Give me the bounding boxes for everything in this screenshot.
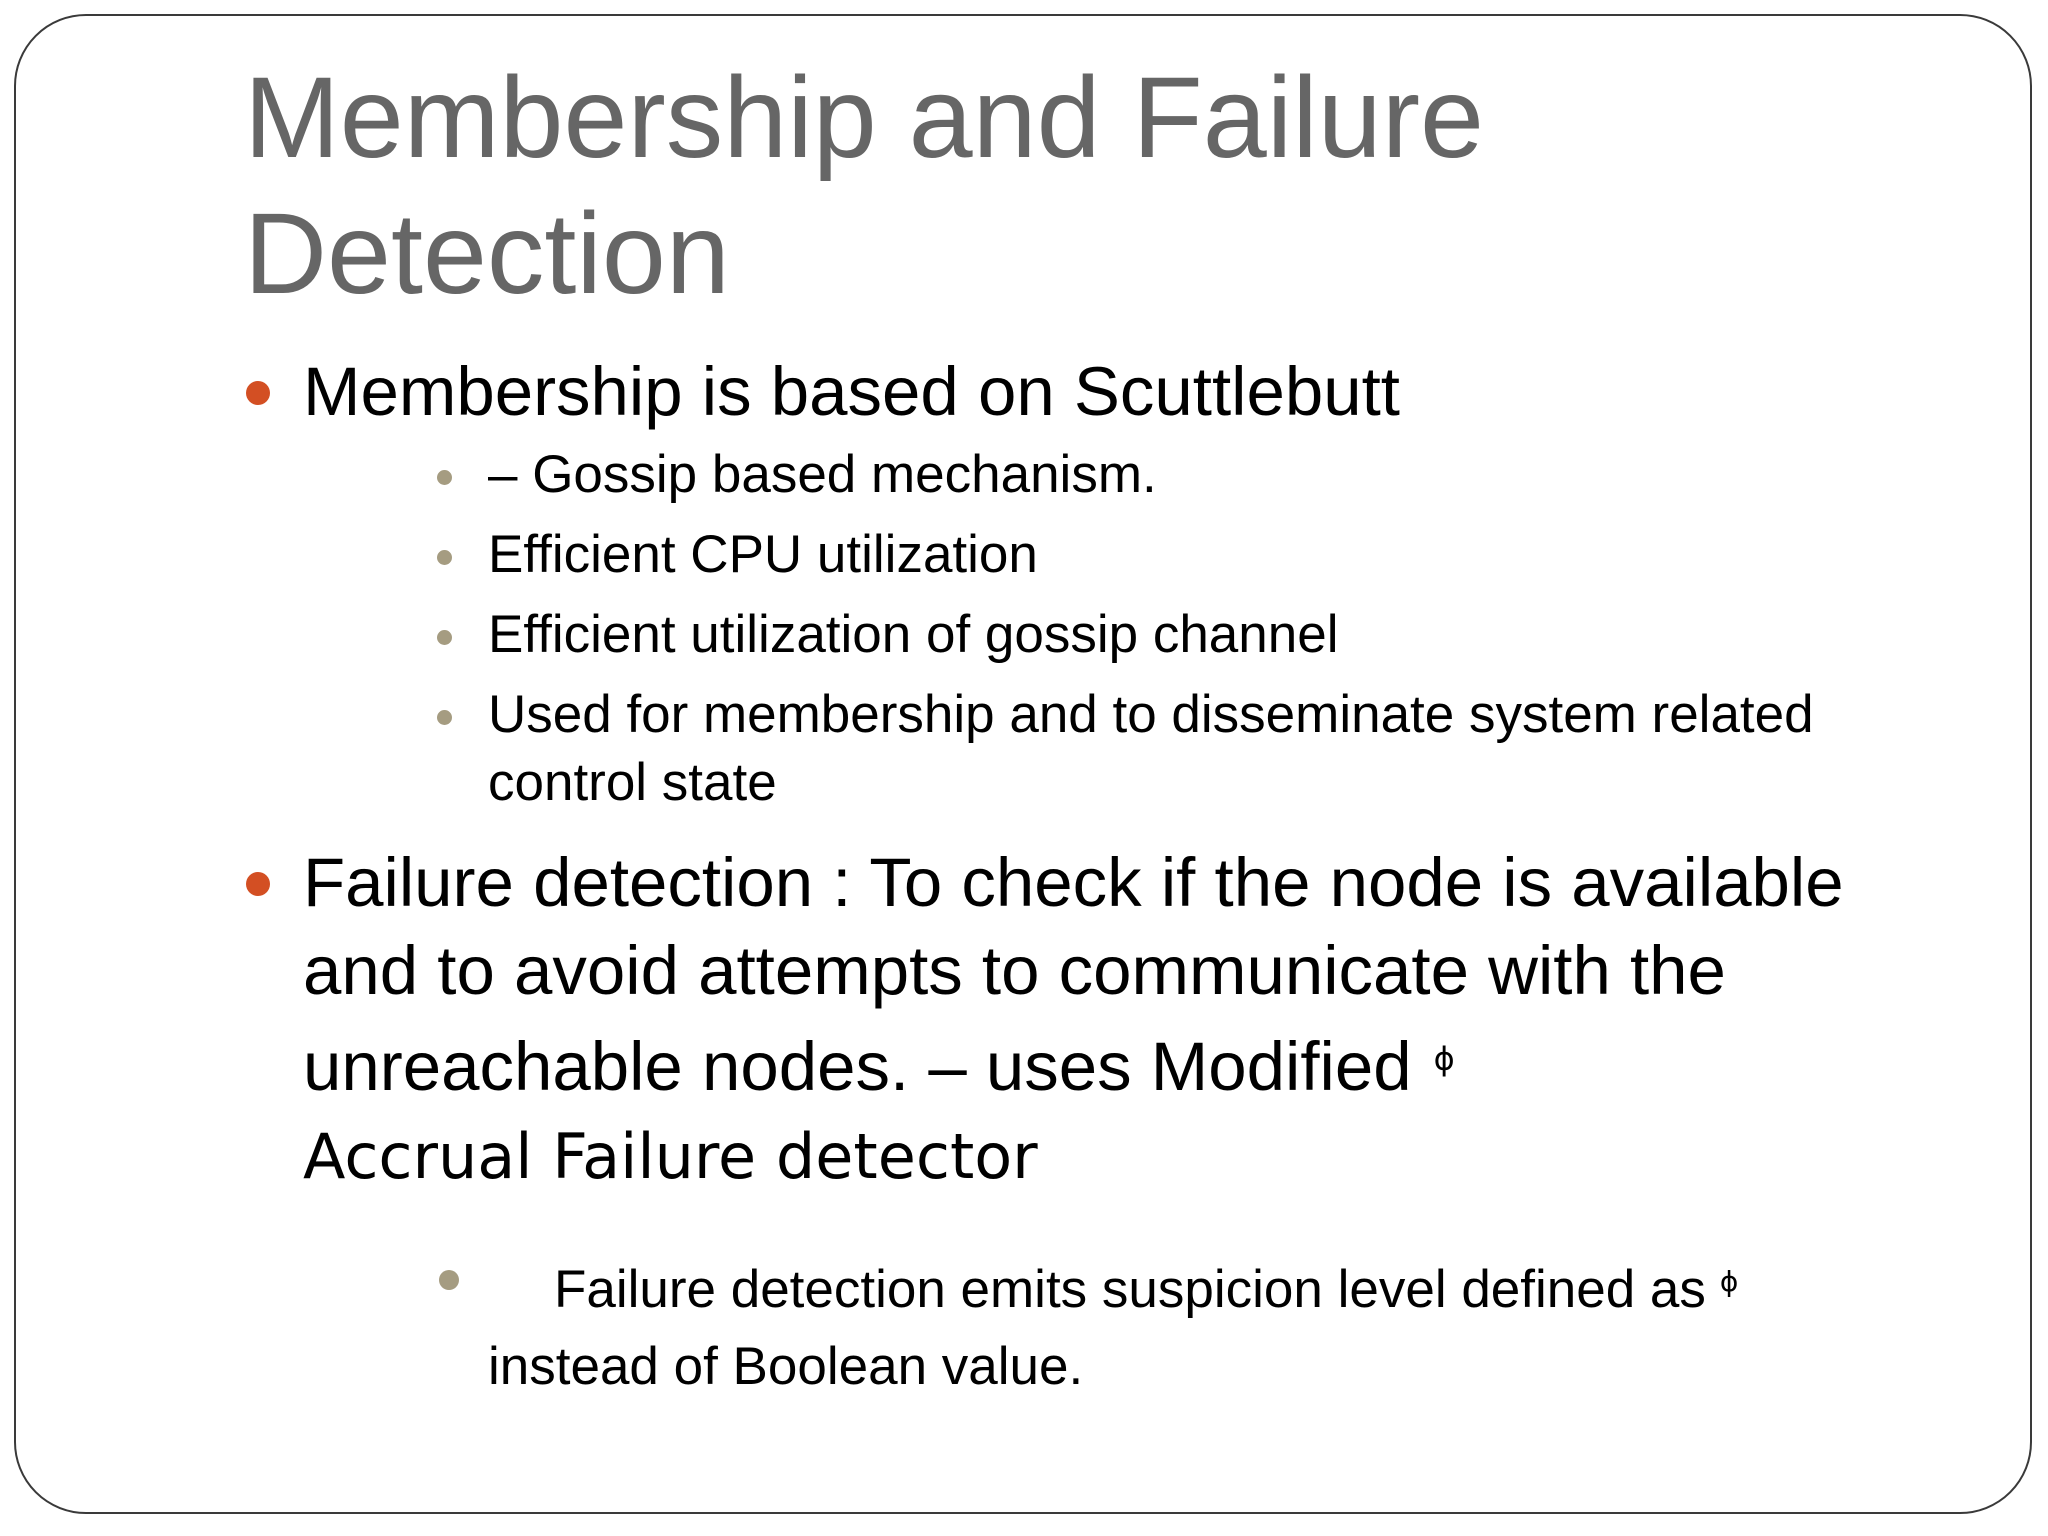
subbullet-text-continued: instead of Boolean value.	[488, 1337, 1084, 1396]
subbullet-suspicion-level	[488, 1243, 1944, 1405]
bullet-membership	[244, 348, 1944, 436]
subbullet-text: Used for membership and to disseminate system related control state	[488, 685, 1814, 812]
subbullet-gossip-channel	[488, 601, 1944, 669]
tan-bullet-icon	[437, 550, 452, 565]
slide-content	[244, 348, 1944, 1405]
orange-bullet-icon	[246, 381, 270, 405]
subbullet-text: Efficient utilization of gossip channel	[488, 605, 1339, 664]
subbullet-control-state	[488, 681, 1944, 817]
bullet-text: Membership is based on Scuttlebutt	[303, 353, 1400, 430]
bullet-text-continued: Accrual Failure detector	[303, 1120, 1038, 1193]
tan-bullet-icon	[437, 710, 452, 725]
subbullet-text: Failure detection emits suspicion level defined as	[554, 1260, 1706, 1319]
tan-bullet-icon	[437, 470, 452, 485]
phi-symbol: ɸ	[1719, 1265, 1739, 1298]
subbullet-gossip	[488, 441, 1944, 509]
slide-frame	[14, 14, 2032, 1514]
phi-symbol: ɸ	[1433, 1040, 1455, 1078]
tan-bullet-icon	[439, 1270, 459, 1290]
subbullet-cpu	[488, 521, 1944, 589]
bullet-text: Failure detection : To check if the node is available and to avoid attempts to communicate with the unreachable nodes. – uses Modified	[303, 844, 1844, 1105]
tan-bullet-icon	[437, 630, 452, 645]
bullet-failure-detection	[244, 839, 1944, 1201]
orange-bullet-icon	[246, 872, 270, 896]
subbullet-text: Efficient CPU utilization	[488, 525, 1038, 584]
subbullet-text: – Gossip based mechanism.	[488, 445, 1157, 504]
slide-title: Membership and Failure Detection	[244, 54, 1485, 318]
